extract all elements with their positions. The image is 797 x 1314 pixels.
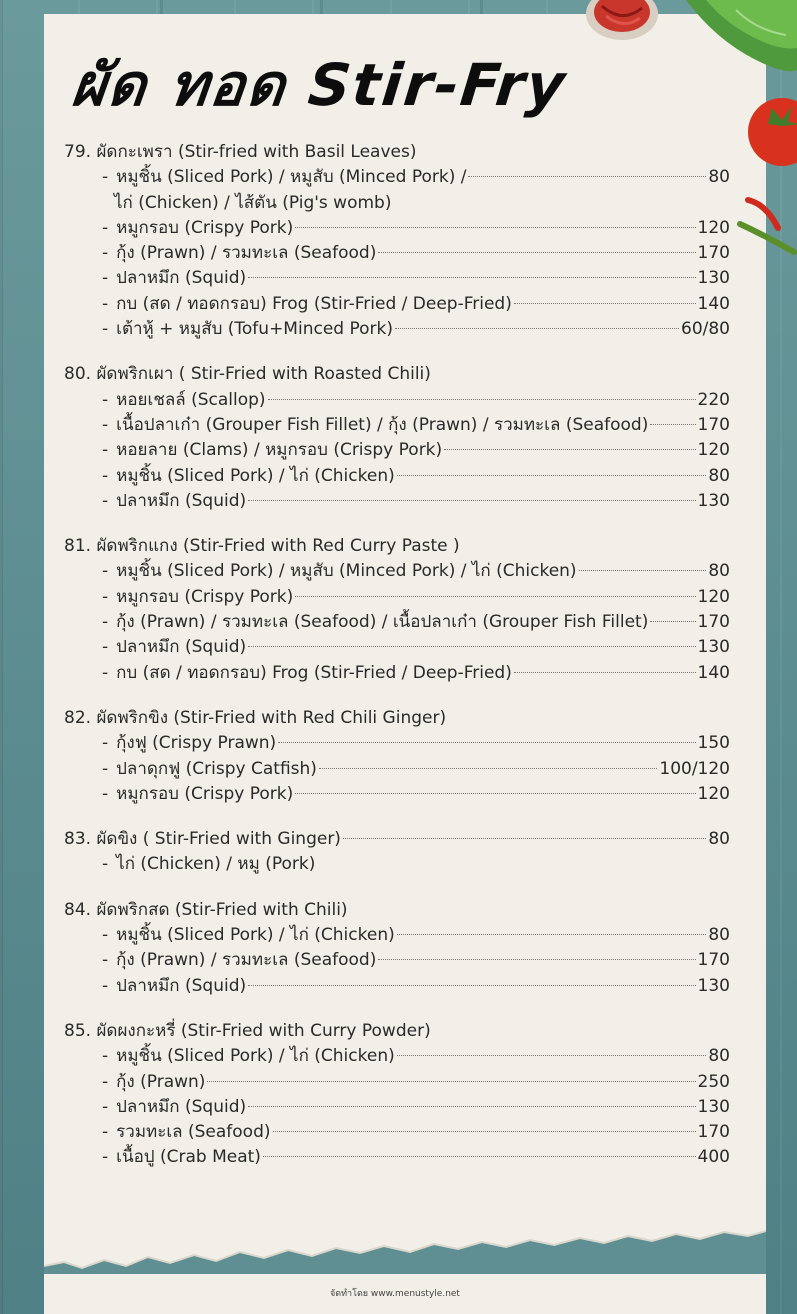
bullet-dash: -	[102, 662, 109, 683]
menu-section	[64, 827, 730, 878]
bullet-dash: -	[102, 1046, 109, 1067]
menu-item-name: เนื้อปลาเก๋า (Grouper Fish Fillet) / กุ้ง (Prawn) / รวมทะเล (Seafood)	[116, 414, 649, 435]
menu-item-price: 250	[697, 1071, 730, 1092]
dot-leader	[514, 672, 696, 673]
menu-item-price: 170	[697, 414, 730, 435]
menu-item-name: เต้าหู้ + หมูสับ (Tofu+Minced Pork)	[116, 319, 393, 340]
section-title: 84. ผัดพริกสด (Stir-Fried with Chili)	[64, 899, 348, 920]
menu-item	[64, 757, 730, 782]
menu-item-name: กุ้ง (Prawn) / รวมทะเล (Seafood) / เนื้อปลาเก๋า (Grouper Fish Fillet)	[116, 612, 649, 633]
menu-item	[64, 610, 730, 635]
dot-leader	[378, 959, 695, 960]
bullet-dash: -	[102, 414, 109, 435]
menu-list	[64, 140, 730, 1191]
bullet-dash: -	[102, 733, 109, 754]
bullet-dash: -	[102, 319, 109, 340]
chili-bowl-icon	[584, 0, 660, 42]
bullet-dash: -	[102, 783, 109, 804]
menu-item	[64, 464, 730, 489]
menu-item-price: 60/80	[681, 319, 730, 340]
menu-item-name: หมูชิ้น (Sliced Pork) / ไก่ (Chicken)	[116, 465, 395, 486]
menu-item-name: ปลาดุกฟู (Crispy Catfish)	[116, 758, 317, 779]
dot-leader	[248, 277, 695, 278]
page-title: ผัด ทอด Stir-Fry	[68, 51, 571, 119]
menu-item-price: 140	[697, 662, 730, 683]
menu-item	[64, 559, 730, 584]
dot-leader	[514, 303, 696, 304]
menu-item	[64, 1095, 730, 1120]
dot-leader	[248, 646, 695, 647]
menu-section	[64, 1019, 730, 1171]
bullet-dash: -	[102, 561, 109, 582]
menu-item-name: หมูชิ้น (Sliced Pork) / หมูสับ (Minced Pork) /	[116, 167, 467, 188]
menu-item-price: 130	[697, 975, 730, 996]
dot-leader	[397, 1055, 707, 1056]
menu-item-name: หอยลาย (Clams) / หมูกรอบ (Crispy Pork)	[116, 440, 443, 461]
green-chili-icon	[736, 218, 797, 258]
dot-leader	[650, 621, 695, 622]
menu-item-name: ไก่ (Chicken) / หมู (Pork)	[116, 854, 316, 875]
menu-item	[64, 731, 730, 756]
menu-item-name: ปลาหมึก (Squid)	[116, 637, 247, 658]
menu-item	[64, 292, 730, 317]
menu-item	[64, 923, 730, 948]
menu-item-name: กบ (สด / ทอดกรอบ) Frog (Stir-Fried / Deep-Fried)	[116, 662, 512, 683]
menu-item-price: 80	[708, 465, 730, 486]
menu-item-price: 150	[697, 733, 730, 754]
dot-leader	[319, 768, 657, 769]
menu-item	[64, 165, 730, 190]
menu-item-name: หมูชิ้น (Sliced Pork) / หมูสับ (Minced Pork) / ไก่ (Chicken)	[116, 561, 577, 582]
bullet-dash: -	[102, 1071, 109, 1092]
dot-leader	[248, 500, 695, 501]
menu-item-name: หมูชิ้น (Sliced Pork) / ไก่ (Chicken)	[116, 1046, 395, 1067]
section-price: 80	[708, 829, 730, 850]
tomato-icon	[742, 94, 797, 170]
menu-item-name: กุ้ง (Prawn) / รวมทะเล (Seafood)	[116, 950, 377, 971]
bullet-dash: -	[102, 586, 109, 607]
menu-item-price: 80	[708, 1046, 730, 1067]
menu-section	[64, 706, 730, 807]
menu-item-price: 120	[697, 783, 730, 804]
bullet-dash: -	[102, 1096, 109, 1117]
bullet-dash: -	[102, 268, 109, 289]
menu-item-name: กบ (สด / ทอดกรอบ) Frog (Stir-Fried / Deep-Fried)	[116, 293, 512, 314]
menu-item-price: 400	[697, 1147, 730, 1168]
bullet-dash: -	[102, 440, 109, 461]
menu-item	[64, 635, 730, 660]
menu-item-name: ปลาหมึก (Squid)	[116, 1096, 247, 1117]
menu-item-name: หมูกรอบ (Crispy Pork)	[116, 586, 294, 607]
menu-item	[64, 852, 730, 877]
section-title: 85. ผัดผงกะหรี่ (Stir-Fried with Curry Powder)	[64, 1020, 431, 1041]
dot-leader	[268, 399, 696, 400]
dot-leader	[278, 742, 695, 743]
menu-item-price: 130	[697, 637, 730, 658]
menu-section	[64, 140, 730, 342]
dot-leader	[378, 252, 695, 253]
lettuce-icon	[676, 0, 797, 92]
dot-leader	[343, 838, 706, 839]
section-title: 82. ผัดพริกขิง (Stir-Fried with Red Chili Ginger)	[64, 707, 447, 728]
section-title: 81. ผัดพริกแกง (Stir-Fried with Red Curry Paste )	[64, 536, 460, 557]
menu-item	[64, 782, 730, 807]
menu-item	[64, 1120, 730, 1145]
bullet-dash: -	[102, 758, 109, 779]
menu-item-price: 120	[697, 586, 730, 607]
bullet-dash: -	[102, 490, 109, 511]
menu-item-price: 80	[708, 167, 730, 188]
menu-section	[64, 898, 730, 999]
dot-leader	[468, 176, 706, 177]
menu-item	[64, 489, 730, 514]
menu-item-name: กุ้ง (Prawn)	[116, 1071, 206, 1092]
menu-item	[64, 974, 730, 999]
menu-section	[64, 362, 730, 514]
menu-item-name: หมูชิ้น (Sliced Pork) / ไก่ (Chicken)	[116, 925, 395, 946]
menu-item-price: 140	[697, 293, 730, 314]
menu-item	[64, 661, 730, 686]
menu-item-name: กุ้งฟู (Crispy Prawn)	[116, 733, 277, 754]
menu-item	[64, 388, 730, 413]
menu-item-price: 130	[697, 490, 730, 511]
menu-item	[64, 1145, 730, 1170]
bullet-dash: -	[102, 293, 109, 314]
menu-item	[64, 413, 730, 438]
dot-leader	[395, 328, 679, 329]
bullet-dash: -	[102, 1147, 109, 1168]
dot-leader	[248, 1106, 695, 1107]
menu-item-price: 100/120	[659, 758, 730, 779]
bullet-dash: -	[102, 243, 109, 264]
menu-item	[64, 948, 730, 973]
menu-item-price: 80	[708, 925, 730, 946]
menu-item-price: 120	[697, 217, 730, 238]
menu-item-name: เนื้อปู (Crab Meat)	[116, 1147, 261, 1168]
dot-leader	[397, 934, 707, 935]
menu-item	[64, 241, 730, 266]
menu-item	[64, 585, 730, 610]
menu-item-name: ไก่ (Chicken) / ไส้ตัน (Pig's womb)	[114, 192, 392, 213]
dot-leader	[295, 793, 695, 794]
section-title	[64, 827, 730, 852]
menu-item	[64, 266, 730, 291]
menu-item-price: 170	[697, 950, 730, 971]
menu-item-price: 130	[697, 268, 730, 289]
section-title: 80. ผัดพริกเผา ( Stir-Fried with Roasted Chili)	[64, 364, 431, 385]
footer-credit: จัดทำโดย www.menustyle.net	[330, 1289, 460, 1299]
menu-item-name: หอยเชลล์ (Scallop)	[116, 389, 266, 410]
menu-item	[64, 1044, 730, 1069]
dot-leader	[397, 475, 707, 476]
menu-item-name: ปลาหมึก (Squid)	[116, 268, 247, 289]
menu-item-name: หมูกรอบ (Crispy Pork)	[116, 217, 294, 238]
menu-item-price: 80	[708, 561, 730, 582]
dot-leader	[263, 1156, 696, 1157]
dot-leader	[207, 1081, 695, 1082]
menu-item-price: 170	[697, 612, 730, 633]
menu-item	[64, 191, 730, 216]
bullet-dash: -	[102, 975, 109, 996]
dot-leader	[650, 424, 695, 425]
bullet-dash: -	[102, 637, 109, 658]
bullet-dash: -	[102, 950, 109, 971]
bullet-dash: -	[102, 167, 109, 188]
dot-leader	[295, 596, 695, 597]
section-title: 79. ผัดกะเพรา (Stir-fried with Basil Leaves)	[64, 142, 417, 162]
bullet-dash: -	[102, 465, 109, 486]
menu-item-price: 120	[697, 440, 730, 461]
section-title-text: 83. ผัดขิง ( Stir-Fried with Ginger)	[64, 829, 341, 850]
menu-item-name: ปลาหมึก (Squid)	[116, 490, 247, 511]
menu-item-name: หมูกรอบ (Crispy Pork)	[116, 783, 294, 804]
menu-item-name: กุ้ง (Prawn) / รวมทะเล (Seafood)	[116, 243, 377, 264]
menu-item	[64, 216, 730, 241]
dot-leader	[248, 985, 695, 986]
bullet-dash: -	[102, 612, 109, 633]
dot-leader	[273, 1131, 696, 1132]
menu-item-price: 170	[697, 1122, 730, 1143]
menu-section	[64, 534, 730, 686]
bullet-dash: -	[102, 217, 109, 238]
menu-item	[64, 1070, 730, 1095]
dot-leader	[579, 570, 707, 571]
menu-item-name: ปลาหมึก (Squid)	[116, 975, 247, 996]
menu-item-name: รวมทะเล (Seafood)	[116, 1122, 271, 1143]
dot-leader	[295, 227, 695, 228]
bullet-dash: -	[102, 925, 109, 946]
menu-item-price: 220	[697, 389, 730, 410]
menu-item	[64, 317, 730, 342]
bullet-dash: -	[102, 389, 109, 410]
bullet-dash: -	[102, 854, 109, 875]
bullet-dash: -	[102, 1122, 109, 1143]
dot-leader	[444, 449, 695, 450]
torn-paper-edge	[44, 1222, 766, 1314]
menu-item-price: 170	[697, 243, 730, 264]
menu-item	[64, 438, 730, 463]
menu-item-price: 130	[697, 1096, 730, 1117]
